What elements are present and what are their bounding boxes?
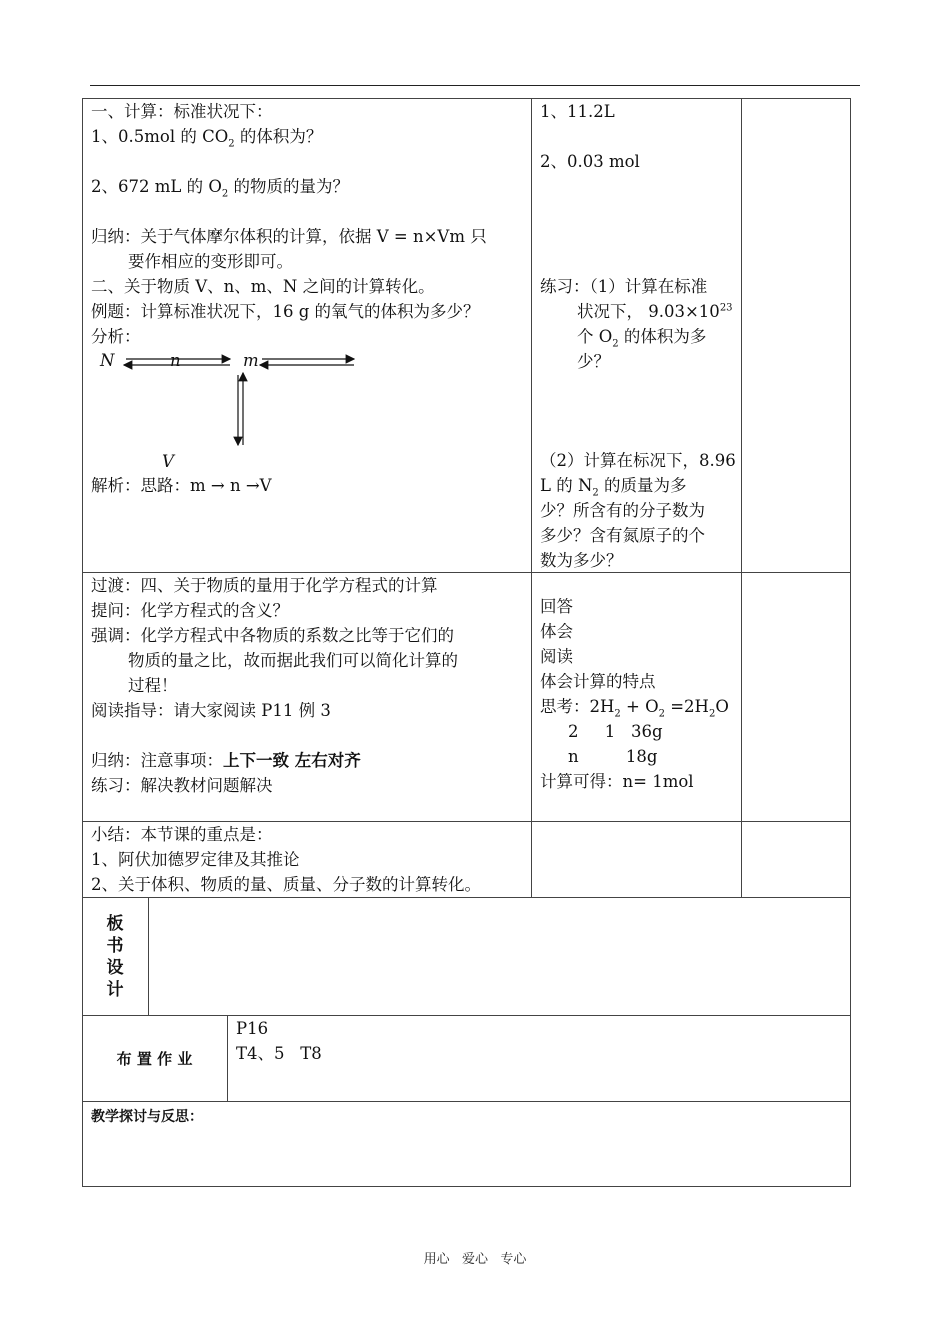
diagram-N: N: [100, 351, 115, 370]
student-activities: 回答 体会 阅读 体会计算的特点 思考：$2H_2 + O_2 =2H_2O$ 2 1 36g n 18g 计算可得：n= 1mol: [540, 597, 729, 791]
example-question: 例题：计算标准状况下，16 g 的氧气的体积为多少？: [91, 302, 480, 321]
row-sep-4: [82, 1015, 851, 1016]
diagram-n: n: [170, 351, 181, 370]
solution-line: 解析：思路：m → n →V: [91, 476, 272, 495]
question-2: 2、672 mL 的 $O_2$ 的物质的量为？: [91, 177, 349, 200]
conversion-heading: 二、关于物质 V、n、m、N 之间的计算转化。: [91, 277, 435, 296]
col-divider-1: [531, 98, 532, 898]
lesson-summary: 小结：本节课的重点是： 1、阿伏加德罗定律及其推论 2、关于体积、物质的量、质量、分子数的计算转化。: [91, 825, 481, 894]
diagram-m: m: [243, 351, 259, 370]
reflection-label: 教学探讨与反思：: [91, 1109, 203, 1125]
board-divider: [148, 897, 149, 1015]
emphasis-text: 上下一致 左右对齐: [223, 751, 361, 770]
answer-2: 2、0.03 mol: [540, 152, 640, 171]
board-design-label: 板 书 设 计: [106, 914, 124, 1000]
row-sep-3: [82, 897, 851, 898]
calc-heading: 一、计算：标准状况下：: [91, 102, 273, 121]
question-1: 1、0.5mol 的 $CO_2$ 的体积为？: [91, 127, 323, 150]
answer-1: 1、11.2L: [540, 102, 615, 121]
summary-line-2: 要作相应的变形即可。: [128, 252, 293, 271]
calc-section: [91, 99, 487, 349]
answers: [540, 99, 640, 174]
col-divider-2: [741, 98, 742, 898]
exercise-2: （2）计算在标况下，8.96 L 的 $N_2$ 的质量为多 少？所含有的分子数为 多少？含有氮原子的个 数为多少？: [540, 451, 736, 570]
header-rule: [90, 85, 860, 86]
analysis-label: 分析：: [91, 327, 141, 346]
page-footer: 用心 爱心 专心: [423, 1252, 527, 1267]
diagram-V: V: [162, 452, 174, 471]
conversion-diagram: [90, 345, 370, 475]
equation-section: 过渡：四、关于物质的量用于化学方程式的计算 提问：化学方程式的含义？ 强调：化学方程式中各物质的系数之比等于它们的 物质的量之比，故而据此我们可以简化计算的 过程！ 阅读指导：请大家阅读 P11 例 3 归纳：注意事项：上下一致 左右对齐 练习：解决教材问题解决: [91, 576, 458, 795]
homework-label: 布 置 作 业: [116, 1050, 193, 1068]
homework-content: P16 T4、5 T8: [236, 1019, 322, 1063]
summary-line-1: 归纳：关于气体摩尔体积的计算，依据 V = n×Vm 只: [91, 227, 487, 246]
equation: 思考：$2H_2 + O_2 =2H_2O$: [540, 697, 729, 720]
row-sep-5: [82, 1101, 851, 1102]
exercise-1: 练习：（1）计算在标准 状况下， $9.03\times 10^{23}$ 个 $O_2$ 的体积为多 少？: [540, 277, 733, 371]
homework-divider: [227, 1015, 228, 1101]
